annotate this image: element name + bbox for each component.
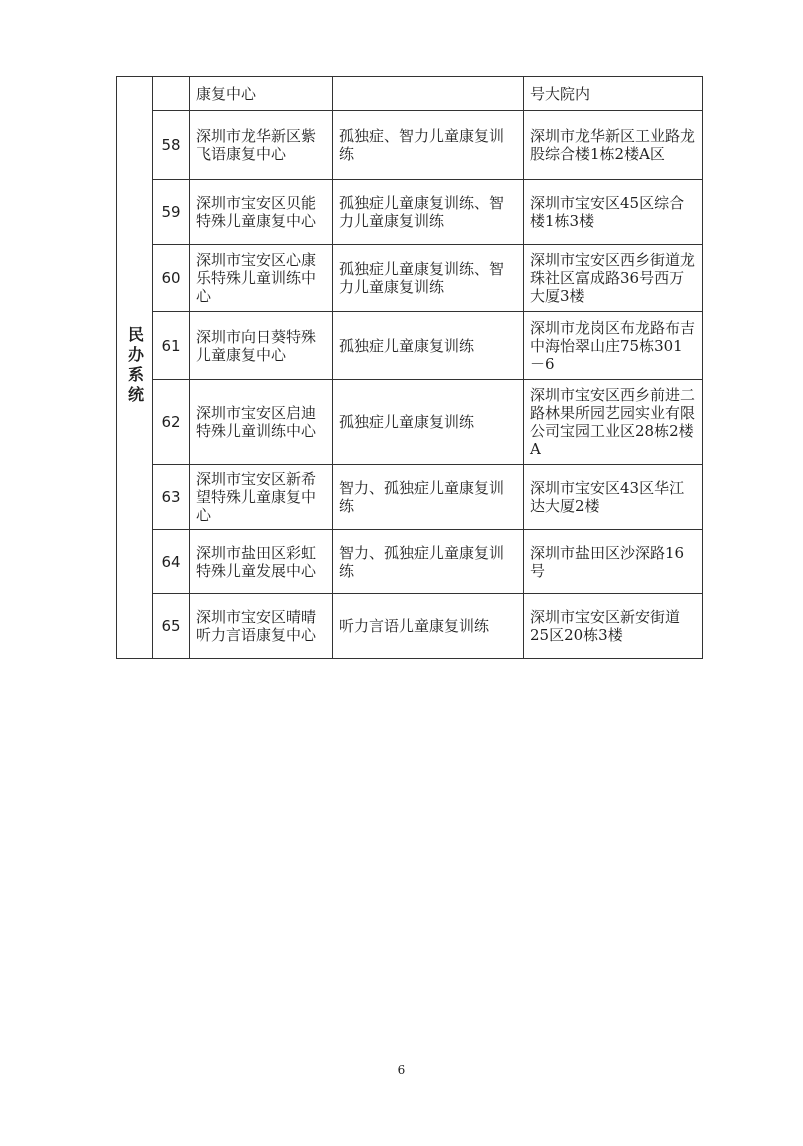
name-cell: 深圳市宝安区晴晴听力言语康复中心 bbox=[190, 594, 333, 659]
address-cell: 深圳市宝安区45区综合楼1栋3楼 bbox=[524, 180, 703, 245]
table-row bbox=[117, 594, 703, 659]
number-cell: 60 bbox=[153, 245, 190, 312]
service-cell: 孤独症、智力儿童康复训练 bbox=[333, 111, 524, 180]
name-cell: 深圳市盐田区彩虹特殊儿童发展中心 bbox=[190, 530, 333, 594]
number-cell: 62 bbox=[153, 380, 190, 465]
category-cell bbox=[117, 77, 153, 659]
name-cell: 深圳市宝安区心康乐特殊儿童训练中心 bbox=[190, 245, 333, 312]
service-cell: 孤独症儿童康复训练 bbox=[333, 312, 524, 380]
address-cell: 号大院内 bbox=[524, 77, 703, 111]
address-cell: 深圳市龙岗区布龙路布吉中海怡翠山庄75栋301－6 bbox=[524, 312, 703, 380]
table-row bbox=[117, 180, 703, 245]
name-cell: 康复中心 bbox=[190, 77, 333, 111]
service-cell: 智力、孤独症儿童康复训练 bbox=[333, 530, 524, 594]
service-cell: 孤独症儿童康复训练、智力儿童康复训练 bbox=[333, 245, 524, 312]
service-cell: 听力言语儿童康复训练 bbox=[333, 594, 524, 659]
table-row bbox=[117, 380, 703, 465]
table-row bbox=[117, 245, 703, 312]
table-row bbox=[117, 111, 703, 180]
address-cell: 深圳市宝安区西乡前进二路林果所园艺园实业有限公司宝园工业区28栋2楼A bbox=[524, 380, 703, 465]
number-cell: 64 bbox=[153, 530, 190, 594]
address-cell: 深圳市龙华新区工业路龙股综合楼1栋2楼A区 bbox=[524, 111, 703, 180]
name-cell: 深圳市向日葵特殊儿童康复中心 bbox=[190, 312, 333, 380]
category-label: 民办系统 bbox=[125, 325, 145, 406]
table-row bbox=[117, 530, 703, 594]
table-row bbox=[117, 465, 703, 530]
name-cell: 深圳市宝安区新希望特殊儿童康复中心 bbox=[190, 465, 333, 530]
number-cell bbox=[153, 77, 190, 111]
page-number: 6 bbox=[397, 1063, 406, 1077]
table-row bbox=[117, 312, 703, 380]
service-cell bbox=[333, 77, 524, 111]
address-cell: 深圳市宝安区43区华江达大厦2楼 bbox=[524, 465, 703, 530]
number-cell: 59 bbox=[153, 180, 190, 245]
number-cell: 63 bbox=[153, 465, 190, 530]
service-cell: 智力、孤独症儿童康复训练 bbox=[333, 465, 524, 530]
service-cell: 孤独症儿童康复训练 bbox=[333, 380, 524, 465]
table-row-continuation bbox=[117, 77, 703, 111]
name-cell: 深圳市宝安区启迪特殊儿童训练中心 bbox=[190, 380, 333, 465]
number-cell: 58 bbox=[153, 111, 190, 180]
number-cell: 65 bbox=[153, 594, 190, 659]
address-cell: 深圳市宝安区西乡街道龙珠社区富成路36号西万大厦3楼 bbox=[524, 245, 703, 312]
name-cell: 深圳市宝安区贝能特殊儿童康复中心 bbox=[190, 180, 333, 245]
name-cell: 深圳市龙华新区紫飞语康复中心 bbox=[190, 111, 333, 180]
address-cell: 深圳市盐田区沙深路16号 bbox=[524, 530, 703, 594]
number-cell: 61 bbox=[153, 312, 190, 380]
address-cell: 深圳市宝安区新安街道25区20栋3楼 bbox=[524, 594, 703, 659]
institution-table bbox=[116, 76, 703, 659]
service-cell: 孤独症儿童康复训练、智力儿童康复训练 bbox=[333, 180, 524, 245]
